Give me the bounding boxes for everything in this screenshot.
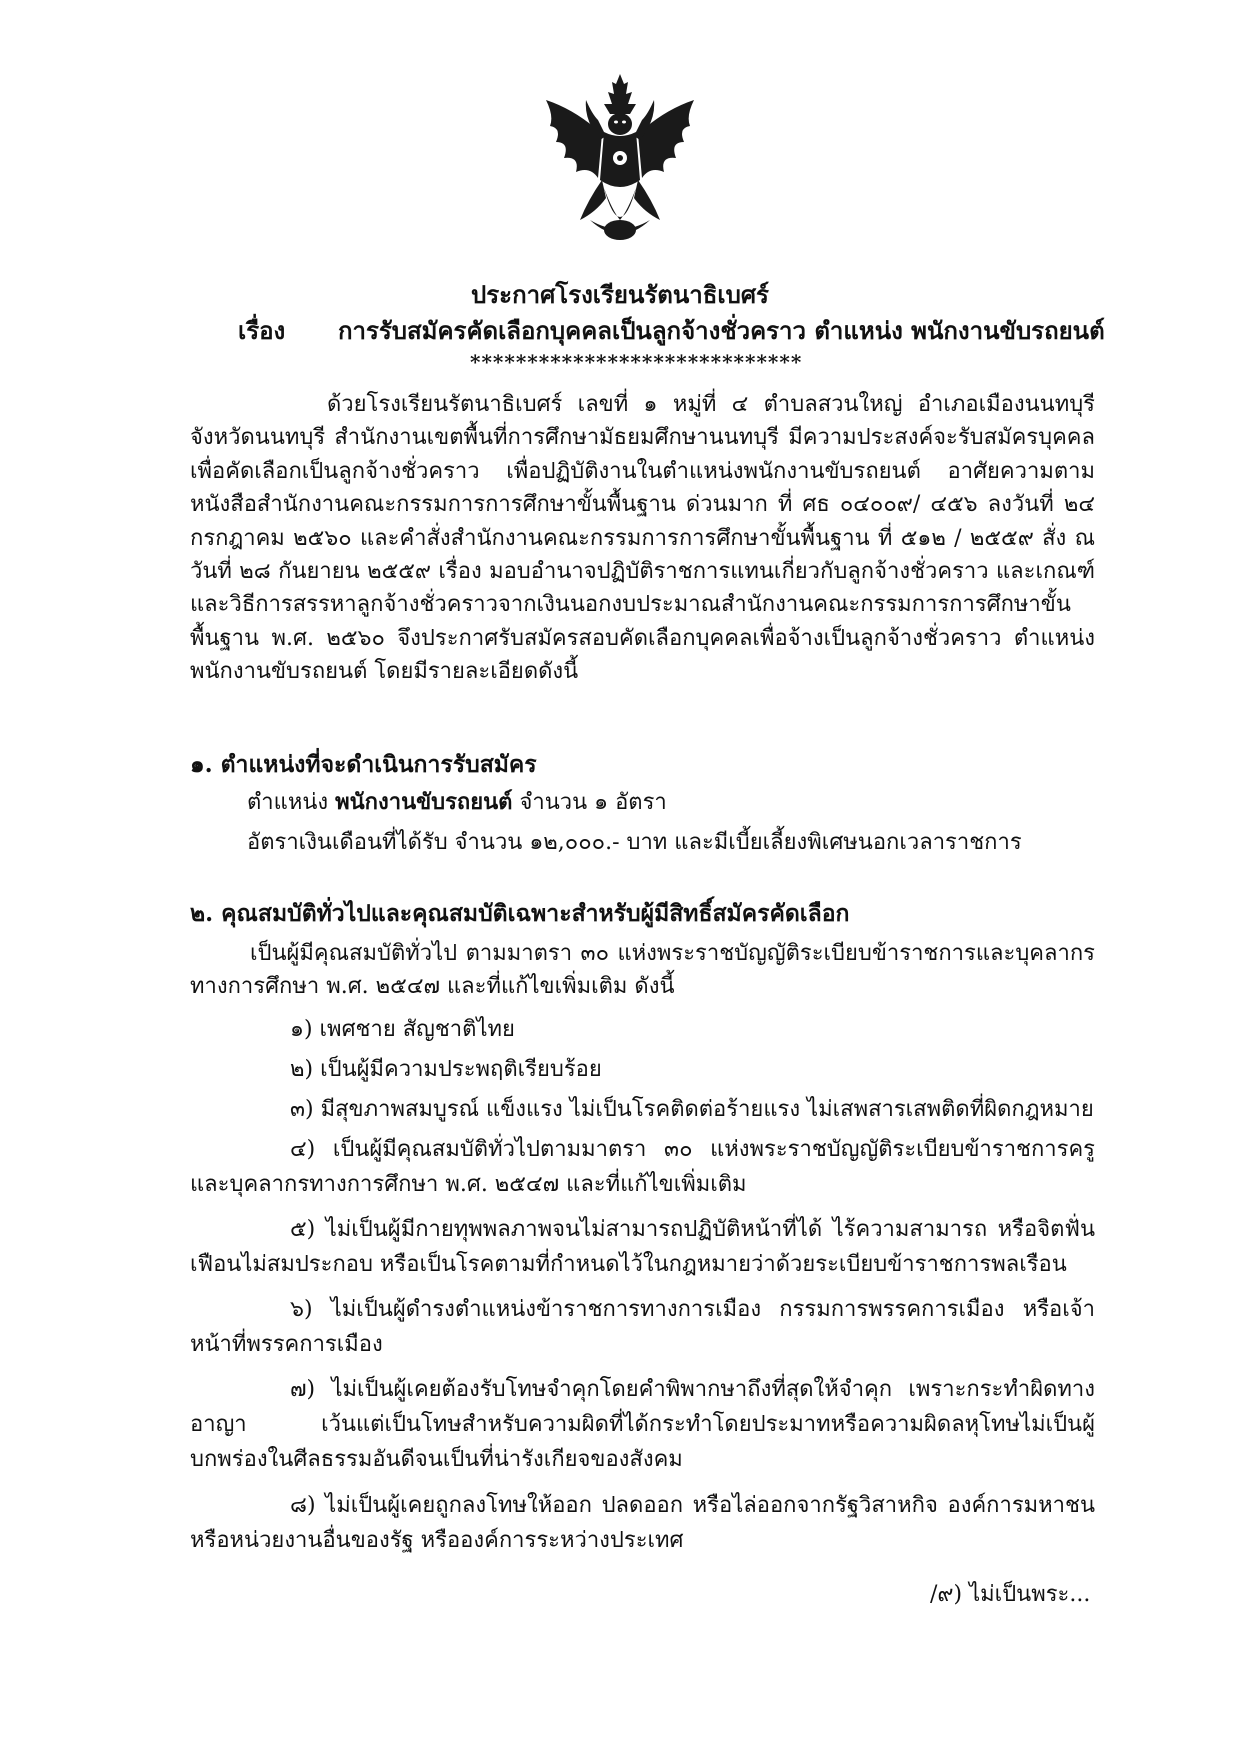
section2-intro-text: เป็นผู้มีคุณสมบัติทั่วไป ตามมาตรา ๓๐ แห่งพระราชบัญญัติระเบียบข้าราชการและบุคลากรทางการศึกษา พ.ศ. ๒๕๔๗ และที่แก้ไขเพิ่มเติม ดังนี้	[190, 941, 1095, 1000]
position-line	[247, 786, 667, 819]
section2-heading: ๒. คุณสมบัติทั่วไปและคุณสมบัติเฉพาะสำหรับผู้มีสิทธิ์สมัครคัดเลือก	[190, 900, 850, 927]
qualification-item: ๓) มีสุขภาพสมบูรณ์ แข็งแรง ไม่เป็นโรคติดต่อร้ายแรง ไม่เสพสารเสพติดที่ผิดกฎหมาย	[290, 1097, 1094, 1122]
intro-paragraph	[190, 388, 1095, 689]
qualification-item: ๕) ไม่เป็นผู้มีกายทุพพลภาพจนไม่สามารถปฏิบัติหน้าที่ได้ ไร้ความสามารถ หรือจิตฟั่นเฟือนไม่สมประกอบ หรือเป็นโรคตามที่กำหนดไว้ในกฎหมายว่าด้วยระเบียบข้าราชการพลเรือน	[190, 1217, 1095, 1277]
qualification-item: ๗) ไม่เป็นผู้เคยต้องรับโทษจำคุกโดยคำพิพากษาถึงที่สุดให้จำคุก เพราะกระทำผิดทางอาญา เว้นแต่เป็นโทษสำหรับความผิดที่ได้กระทำโดยประมาทหรือความผิดลหุโทษไม่เป็นผู้บกพร่องในศีลธรรมอันดีจนเป็นที่น่ารังเกียจของสังคม	[190, 1377, 1095, 1472]
announcement-title: ประกาศโรงเรียนรัตนาธิเบศร์	[471, 280, 769, 309]
position-prefix: ตำแหน่ง	[247, 790, 329, 815]
position-name: พนักงานขับรถยนต์	[335, 789, 513, 815]
intro-text: ด้วยโรงเรียนรัตนาธิเบศร์ เลขที่ ๑ หมู่ที่ ๔ ตำบลสวนใหญ่ อำเภอเมืองนนทบุรี จังหวัดนนทบุรี สำนักงานเขตพื้นที่การศึกษามัธยมศึกษานนทบุรี มีความประสงค์จะรับสมัครบุคคลเพื่อคัดเลือกเป็นลูกจ้างชั่วคราว เพื่อปฏิบัติงานในตำแหน่งพนักงานขับรถยนต์ อาศัยความตามหนังสือสำนักงานคณะกรรมการการศึกษาขั้นพื้นฐาน ด่วนมาก ที่ ศธ ๐๔๐๐๙/ ๔๕๖ ลงวันที่ ๒๔ กรกฎาคม ๒๕๖๐ และคำสั่งสำนักงานคณะกรรมการการศึกษาขั้นพื้นฐาน ที่ ๕๑๒ / ๒๕๕๙ สั่ง ณ วันที่ ๒๘ กันยายน ๒๕๕๙ เรื่อง มอบอำนาจปฏิบัติราชการแทนเกี่ยวกับลูกจ้างชั่วคราว และเกณฑ์และวิธีการสรรหาลูกจ้างชั่วคราวจากเงินนอกงบประมาณสำนักงานคณะกรรมการการศึกษาขั้นพื้นฐาน พ.ศ. ๒๕๖๐ จึงประกาศรับสมัครสอบคัดเลือกบุคคลเพื่อจ้างเป็นลูกจ้างชั่วคราว ตำแหน่งพนักงานขับรถยนต์ โดยมีรายละเอียดดังนี้	[190, 392, 1095, 685]
continuation-note: /๙) ไม่เป็นพระ...	[930, 1582, 1091, 1607]
subject-line	[238, 314, 1105, 348]
subject-text: การรับสมัครคัดเลือกบุคคลเป็นลูกจ้างชั่วคราว ตำแหน่ง พนักงานขับรถยนต์	[338, 316, 1105, 345]
qualification-item: ๔) เป็นผู้มีคุณสมบัติทั่วไปตามมาตรา ๓๐ แห่งพระราชบัญญัติระเบียบข้าราชการครูและบุคลากรทางการศึกษา พ.ศ. ๒๕๔๗ และที่แก้ไขเพิ่มเติม	[190, 1137, 1095, 1197]
position-count: จำนวน ๑ อัตรา	[519, 790, 667, 815]
qualification-item: ๒) เป็นผู้มีความประพฤติเรียบร้อย	[290, 1057, 602, 1082]
subject-label: เรื่อง	[238, 316, 286, 345]
qualification-item: ๑) เพศชาย สัญชาติไทย	[290, 1017, 515, 1042]
garuda-emblem	[540, 70, 700, 250]
qualification-item: ๘) ไม่เป็นผู้เคยถูกลงโทษให้ออก ปลดออก หรือไล่ออกจากรัฐวิสาหกิจ องค์การมหาชน หรือหน่วยงานอื่นของรัฐ หรือองค์การระหว่างประเทศ	[190, 1493, 1095, 1553]
section1-heading: ๑. ตำแหน่งที่จะดำเนินการรับสมัคร	[190, 751, 537, 778]
qualification-item: ๖) ไม่เป็นผู้ดำรงตำแหน่งข้าราชการทางการเมือง กรรมการพรรคการเมือง หรือเจ้าหน้าที่พรรคการเมือง	[190, 1297, 1095, 1357]
section2-intro	[190, 937, 1095, 1004]
salary-line: อัตราเงินเดือนที่ได้รับ จำนวน ๑๒,๐๐๐.- บาท และมีเบี้ยเลี้ยงพิเศษนอกเวลาราชการ	[247, 830, 1022, 855]
divider-stars: *****************************	[470, 350, 803, 374]
